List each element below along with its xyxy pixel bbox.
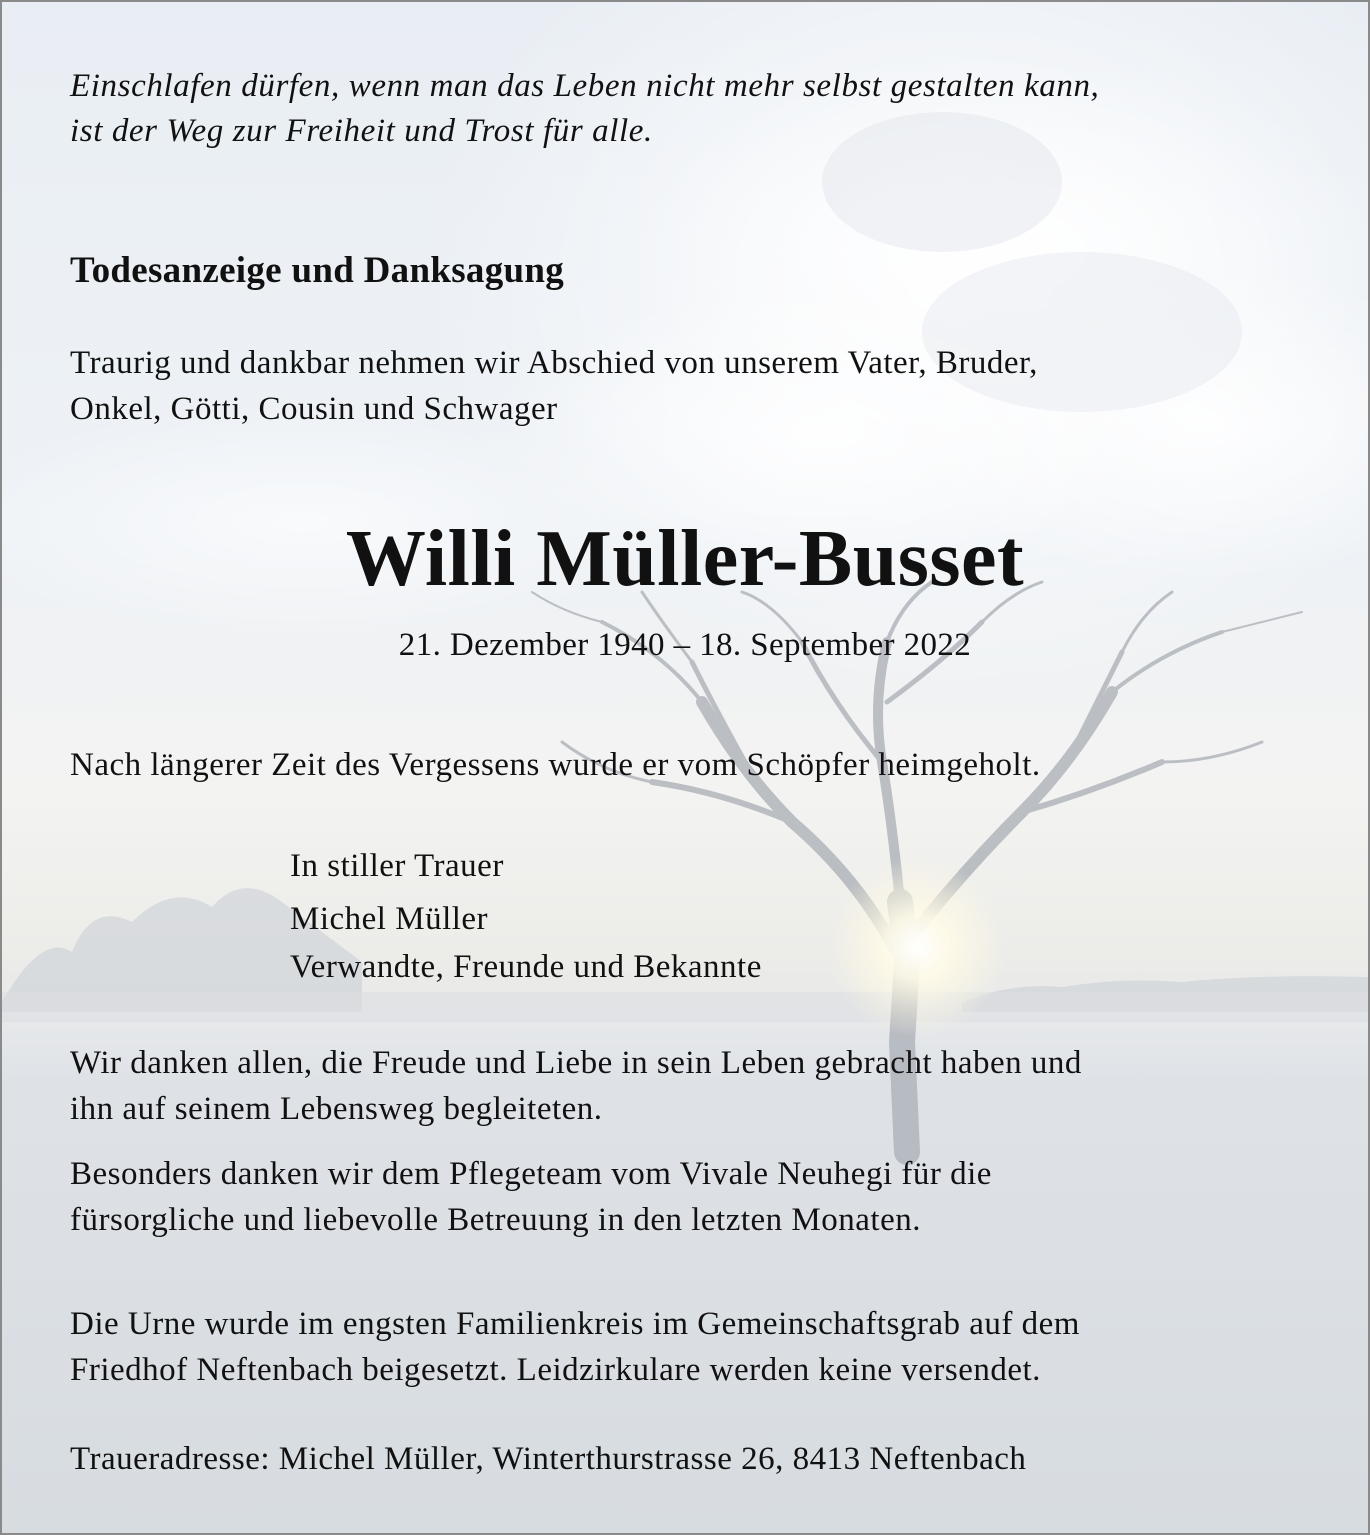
mourners-block [290, 841, 762, 992]
burial-notice [70, 1301, 1310, 1393]
life-dates: 21. Dezember 1940 – 18. September 2022 [398, 627, 972, 663]
intro-line-1: Traurig und dankbar nehmen wir Abschied von unserem Vater, Bruder, [70, 345, 1038, 381]
intro-text [70, 340, 1310, 432]
mourner-name: Michel Müller [290, 901, 489, 937]
mourners-intro: In stiller Trauer [290, 848, 504, 884]
special-thanks-line-2: fürsorgliche und liebevolle Betreuung in den letzten Monaten. [70, 1202, 921, 1238]
sun-glow [827, 857, 1007, 1037]
motto-quote [70, 64, 1330, 154]
burial-line-1: Die Urne wurde im engsten Familienkreis im Gemeinschaftsgrab auf dem [70, 1306, 1080, 1342]
deceased-name: Willi Müller-Busset [345, 515, 1025, 603]
intro-line-2: Onkel, Götti, Cousin und Schwager [70, 391, 558, 427]
passing-text: Nach längerer Zeit des Vergessens wurde er vom Schöpfer heimgeholt. [70, 747, 1041, 783]
general-thanks-line-2: ihn auf seinem Lebensweg begleiteten. [70, 1091, 603, 1127]
motto-line-2: ist der Weg zur Freiheit und Trost für alle. [70, 113, 653, 149]
notice-heading: Todesanzeige und Danksagung [70, 250, 565, 291]
general-thanks-line-1: Wir danken allen, die Freude und Liebe in sein Leben gebracht haben und [70, 1045, 1082, 1081]
special-thanks-line-1: Besonders danken wir dem Pflegeteam vom Vivale Neuhegi für die [70, 1156, 992, 1192]
motto-line-1: Einschlafen dürfen, wenn man das Leben nicht mehr selbst gestalten kann, [70, 68, 1100, 104]
mourner-name: Verwandte, Freunde und Bekannte [290, 949, 762, 985]
mourning-address: Traueradresse: Michel Müller, Winterthurstrasse 26, 8413 Neftenbach [70, 1441, 1027, 1477]
general-thanks [70, 1040, 1310, 1132]
burial-line-2: Friedhof Neftenbach beigesetzt. Leidzirkulare werden keine versendet. [70, 1352, 1041, 1388]
special-thanks [70, 1151, 1310, 1243]
